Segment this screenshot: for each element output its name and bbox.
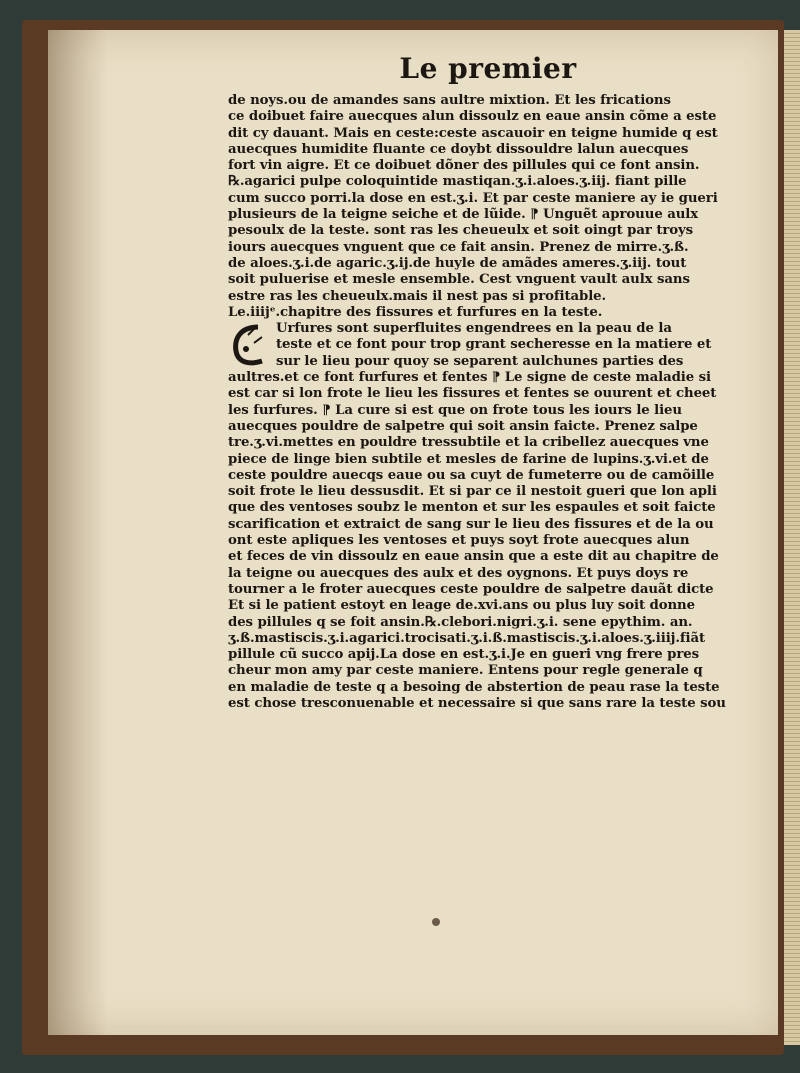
text-line: ce doibuet faire auecques alun dissoulz en eaue ansin cõme a este xyxy=(228,109,717,125)
ink-blot xyxy=(432,918,440,926)
text-line: tre.ʒ.vi.mettes en pouldre tressubtile et la cribellez auecques vne xyxy=(228,435,709,451)
text-line: estre ras les cheueulx.mais il nest pas si profitable. xyxy=(228,288,607,304)
chapter-heading: Le.iiijᵉ.chapitre des fissures et furfures en la teste. xyxy=(228,304,603,320)
text-line: les furfures. ⁋ La cure si est que on frote tous les iours le lieu xyxy=(228,402,682,418)
text-line: soit frote le lieu dessusdit. Et si par ce il nestoit gueri que lon apli xyxy=(228,484,717,500)
text-line: est chose tresconuenable et necessaire si que sans rare la teste sou xyxy=(228,695,726,711)
text-line: que des ventoses soubz le menton et sur les espaules et soit faicte xyxy=(228,500,716,516)
text-line: ℞.agarici pulpe coloquintide mastiqan.ʒ.i.aloes.ʒ.iij. fiant pille xyxy=(228,174,687,190)
text-line: fort vin aigre. Et ce doibuet dõner des pillules qui ce font ansin. xyxy=(228,158,700,174)
text-block xyxy=(228,52,748,712)
text-line: cum succo porri.la dose en est.ʒ.i. Et par ceste maniere ay ie gueri xyxy=(228,190,718,206)
text-line: est car si lon frote le lieu les fissures et fentes se ouurent et cheet xyxy=(228,386,717,402)
page-gutter xyxy=(48,30,108,1035)
text-line: aultres.et ce font furfures et fentes ⁋ Le signe de ceste maladie si xyxy=(228,370,711,386)
text-line: Et si le patient estoyt en leage de.xvi.ans ou plus luy soit donne xyxy=(228,598,695,614)
text-line: des pillules q se foit ansin.℞.clebori.nigri.ʒ.i. sene epythim. an. xyxy=(228,614,693,630)
text-line: pesoulx de la teste. sont ras les cheueulx et soit oingt par troys xyxy=(228,223,694,239)
text-line: ceste pouldre auecqs eaue ou sa cuyt de fumeterre ou de camõille xyxy=(228,467,715,483)
text-line: soit puluerise et mesle ensemble. Cest vnguent vault aulx sans xyxy=(228,272,690,288)
text-line: sur le lieu pour quoy se separent aulchunes parties des xyxy=(276,353,684,369)
text-line: pillule cũ succo apij.La dose en est.ʒ.i.Je en gueri vng frere pres xyxy=(228,647,699,663)
decorated-initial-icon xyxy=(228,321,272,369)
text-line: ʒ.ß.mastiscis.ʒ.i.agarici.trocisati.ʒ.i.ß.mastiscis.ʒ.i.aloes.ʒ.iiij.fiãt xyxy=(228,630,706,646)
text-line: dit cy dauant. Mais en ceste:ceste ascauoir en teigne humide q est xyxy=(228,125,718,141)
running-header: Le premier xyxy=(399,52,577,85)
text-line: et feces de vin dissoulz en eaue ansin que a este dit au chapitre de xyxy=(228,549,719,565)
text-line: iours auecques vnguent que ce fait ansin. Prenez de mirre.ʒ.ß. xyxy=(228,239,689,255)
text-line: scarification et extraict de sang sur le lieu des fissures et de la ou xyxy=(228,516,714,532)
text-line: ont este apliques les ventoses et puys soyt frote auecques alun xyxy=(228,533,690,549)
text-line: piece de linge bien subtile et mesles de farine de lupins.ʒ.vi.et de xyxy=(228,451,709,467)
text-line: plusieurs de la teigne seiche et de lũide. ⁋ Unguẽt aprouue aulx xyxy=(228,207,699,223)
text-line: en maladie de teste q a besoing de abstertion de peau rase la teste xyxy=(228,679,720,695)
text-line: cheur mon amy par ceste maniere. Entens pour regle generale q xyxy=(228,663,703,679)
text-line: tourner a le froter auecques ceste pouldre de salpetre dauãt dicte xyxy=(228,581,714,597)
text-line: auecques pouldre de salpetre qui soit ansin faicte. Prenez salpe xyxy=(228,418,698,434)
text-line: auecques humidite fluante ce doybt dissouldre lalun auecques xyxy=(228,141,689,157)
text-line: de noys.ou de amandes sans aultre mixtion. Et les frications xyxy=(228,93,671,108)
page-edges xyxy=(784,30,800,1045)
text-line: Urfures sont superfluites engendrees en la peau de la xyxy=(276,321,672,337)
text-line: teste et ce font pour trop grant secheresse en la matiere et xyxy=(276,337,712,353)
text-line: de aloes.ʒ.i.de agaric.ʒ.ij.de huyle de amãdes ameres.ʒ.iij. tout xyxy=(228,255,687,271)
text-line: la teigne ou auecques des aulx et des oygnons. Et puys doys re xyxy=(228,565,689,581)
